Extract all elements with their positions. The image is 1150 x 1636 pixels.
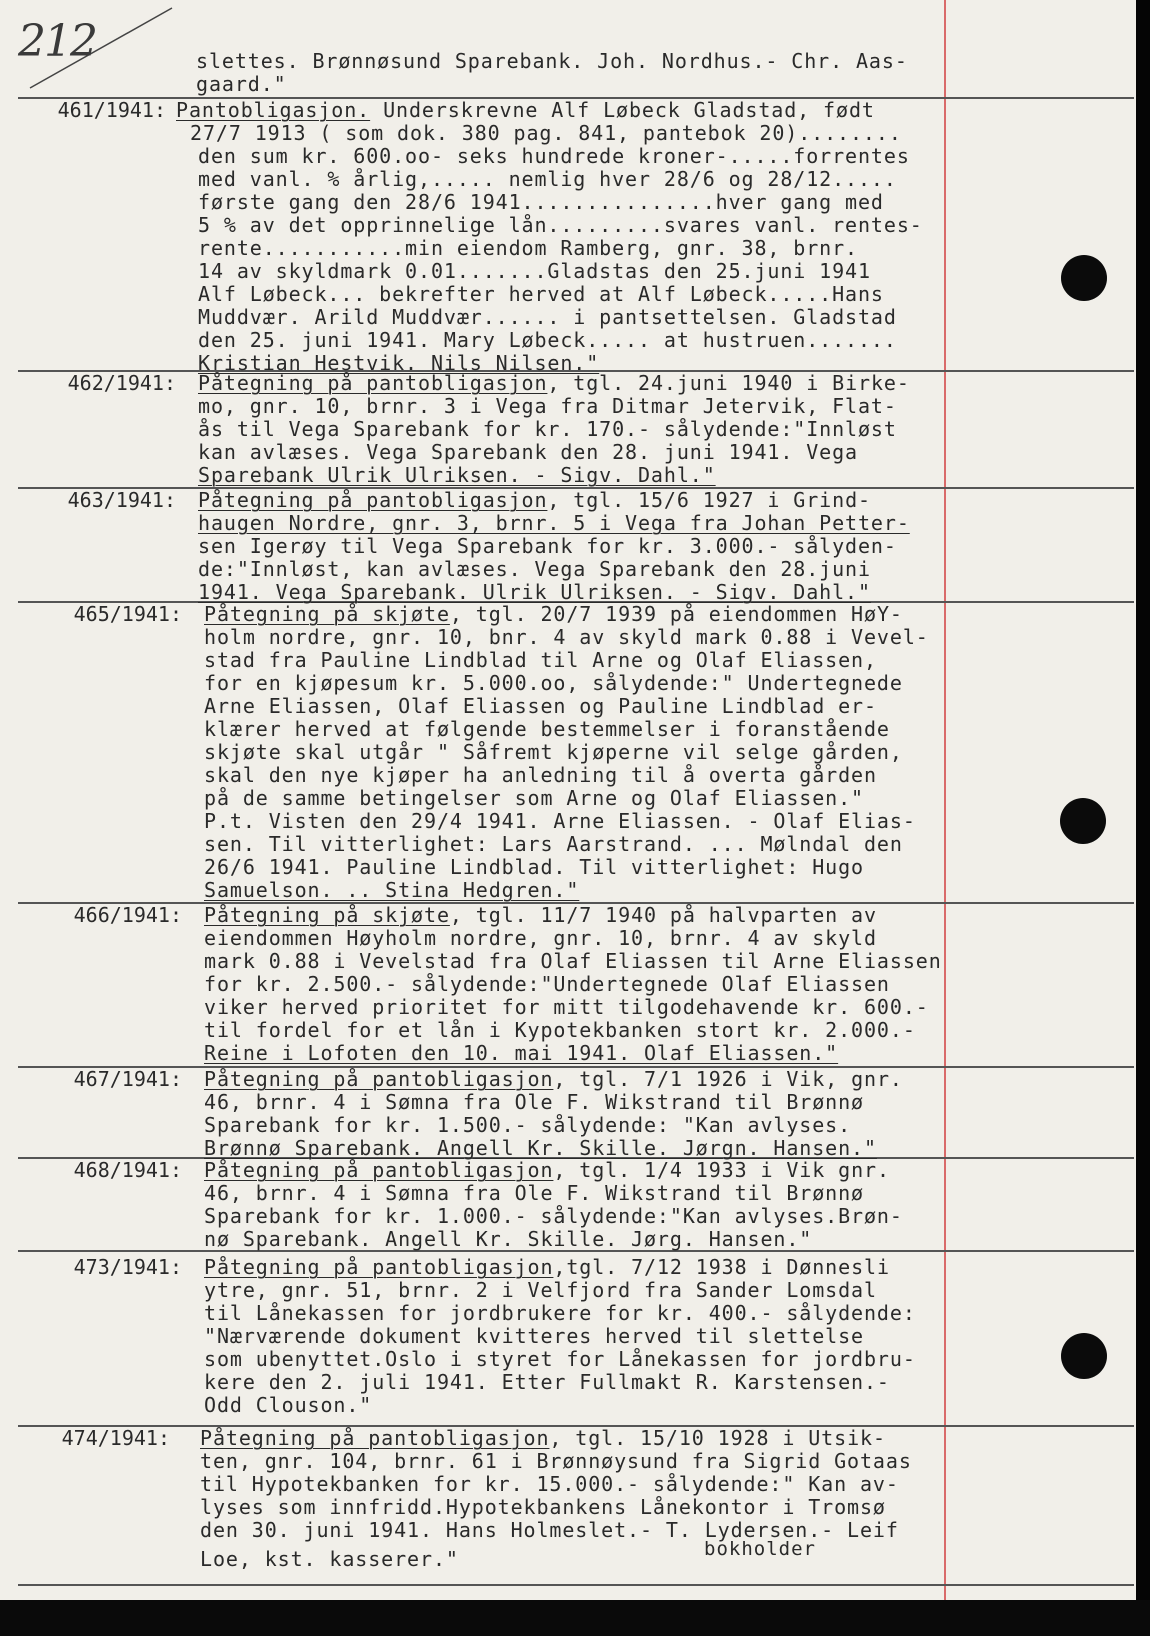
entry-title: Påtegning på pantobligasjon — [204, 1067, 554, 1091]
continuation-line: slettes. Brønnøsund Sparebank. Joh. Nordhus.- Chr. Aas- — [196, 49, 908, 73]
entry-first-line — [204, 1256, 916, 1279]
entry-line: viker herved prioritet for mitt tilgodehavende kr. 600.- — [204, 995, 929, 1019]
entry-first-line-rest: , tgl. 1/4 1933 i Vik gnr. — [553, 1158, 890, 1182]
entry-text — [198, 372, 910, 487]
entry-line: Odd Clouson." — [204, 1393, 373, 1417]
entry-line: kan avlæses. Vega Sparebank den 28. juni 1941. Vega — [198, 440, 858, 464]
entry-line: 27/7 1913 ( som dok. 380 pag. 841, pantebok 20)........ — [190, 121, 902, 145]
entry-text — [204, 1159, 903, 1251]
entry-line: til Lånekassen for jordbrukere for kr. 400.- sålydende: — [204, 1301, 916, 1325]
entry-line: til Hypotekbanken for kr. 15.000.- sålydende:" Kan av- — [200, 1472, 899, 1496]
entry-line: Brønnø Sparebank. Angell Kr. Skille. Jørgn. Hansen." — [204, 1136, 877, 1160]
entry-id: 466/1941: — [73, 903, 182, 927]
entry-first-line — [176, 99, 875, 122]
entry-text — [198, 489, 910, 604]
entry-line: Arne Eliassen, Olaf Eliassen og Pauline Lindblad er- — [204, 694, 877, 718]
entry-first-line — [200, 1427, 912, 1450]
entry-id: 468/1941: — [73, 1158, 182, 1182]
entry-line: 46, brnr. 4 i Sømna fra Ole F. Wikstrand til Brønnø — [204, 1090, 864, 1114]
entry-id: 462/1941: — [67, 371, 176, 395]
entry-id: 467/1941: — [73, 1067, 182, 1091]
entry-line: 1941. Vega Sparebank. Ulrik Ulriksen. - Sigv. Dahl." — [198, 580, 871, 604]
margin-line — [944, 0, 946, 1600]
entry-line: klærer herved at følgende bestemmelser i foranstående — [204, 717, 890, 741]
entry-line: Samuelson. .. Stina Hedgren." — [204, 878, 580, 902]
entry-line: de:"Innløst, kan avlæses. Vega Sparebank den 28.juni — [198, 557, 871, 581]
punch-hole — [1061, 1333, 1107, 1379]
entry-title: Påtegning på pantobligasjon — [198, 371, 548, 395]
entry-line: haugen Nordre, gnr. 3, brnr. 5 i Vega fra Johan Petter- — [198, 511, 910, 535]
entry-line: sen Igerøy til Vega Sparebank for kr. 3.000.- sålyden- — [198, 534, 897, 558]
entry-line: ytre, gnr. 51, brnr. 2 i Velfjord fra Sander Lomsdal — [204, 1278, 877, 1302]
entry-first-line — [198, 372, 910, 395]
entry-line: rente...........min eiendom Ramberg, gnr. 38, brnr. — [198, 236, 858, 260]
entry-line: skjøte skal utgår " Såfremt kjøperne vil selge gården, — [204, 740, 903, 764]
entry-line: ten, gnr. 104, brnr. 61 i Brønnøysund fra Sigrid Gotaas — [200, 1449, 912, 1473]
entry-line: for en kjøpesum kr. 5.000.oo, sålydende:" Undertegnede — [204, 671, 903, 695]
entry-id: 474/1941: — [61, 1426, 170, 1450]
entry-line: den 25. juni 1941. Mary Løbeck..... at hustruen....... — [198, 328, 897, 352]
entry-first-line — [204, 904, 942, 927]
continuation-text — [196, 50, 908, 96]
entry-title: Påtegning på skjøte — [204, 602, 450, 626]
entry-line: den 30. juni 1941. Hans Holmeslet.- T. Lydersen.- Leif — [200, 1518, 899, 1542]
scan-border — [0, 1600, 1150, 1636]
entry-line: 5 % av det opprinnelige lån.........svares vanl. rentes- — [198, 213, 923, 237]
entry-line: Kristian Hestvik. Nils Nilsen." — [198, 351, 600, 375]
entry-line: stad fra Pauline Lindblad til Arne og Olaf Eliassen, — [204, 648, 877, 672]
entry-line: Sparebank for kr. 1.000.- sålydende:"Kan avlyses.Brøn- — [204, 1204, 903, 1228]
entry-line: Reine i Lofoten den 10. mai 1941. Olaf Eliassen." — [204, 1041, 839, 1065]
entry-first-line-rest: , tgl. 7/1 1926 i Vik, gnr. — [553, 1067, 903, 1091]
entry-first-line-rest: Underskrevne Alf Løbeck Gladstad, født — [370, 98, 875, 122]
entry-text — [204, 1068, 903, 1160]
entry-text-body — [190, 122, 923, 375]
entry-line: på de samme betingelser som Arne og Olaf Eliassen." — [204, 786, 864, 810]
punch-hole — [1060, 798, 1106, 844]
entry-line: mo, gnr. 10, brnr. 3 i Vega fra Ditmar Jetervik, Flat- — [198, 394, 897, 418]
entry-first-line-rest: , tgl. 11/7 1940 på halvparten av — [449, 903, 877, 927]
entry-line: den sum kr. 600.oo- seks hundrede kroner-.....forrentes — [198, 144, 910, 168]
entry-title: Pantobligasjon. — [176, 98, 371, 122]
entry-line: som ubenyttet.Oslo i styret for Lånekassen for jordbru- — [204, 1347, 916, 1371]
entry-text — [204, 904, 942, 1065]
continuation-line: gaard." — [196, 72, 287, 96]
entry-line: holm nordre, gnr. 10, bnr. 4 av skyld mark 0.88 i Vevel- — [204, 625, 929, 649]
entry-line: sen. Til vitterlighet: Lars Aarstrand. ... Mølndal den — [204, 832, 903, 856]
entry-line: kere den 2. juli 1941. Etter Fullmakt R. Karstensen.- — [204, 1370, 890, 1394]
annotation-bokholder: bokholder — [704, 1538, 816, 1560]
entry-line: skal den nye kjøper ha anledning til å overta gården — [204, 763, 877, 787]
entry-first-line — [204, 1068, 903, 1091]
entry-line: mark 0.88 i Vevelstad fra Olaf Eliassen til Arne Eliassen — [204, 949, 942, 973]
entry-id: 473/1941: — [73, 1255, 182, 1279]
entry-text — [204, 1256, 916, 1417]
entry-line: 14 av skyldmark 0.01.......Gladstas den 25.juni 1941 — [198, 259, 871, 283]
entry-id: 461/1941: — [57, 98, 166, 122]
entry-line: P.t. Visten den 29/4 1941. Arne Eliassen. - Olaf Elias- — [204, 809, 916, 833]
entry-title: Påtegning på pantobligasjon — [204, 1255, 554, 1279]
entry-line: Loe, kst. kasserer." — [200, 1547, 459, 1571]
entry-line: 46, brnr. 4 i Sømna fra Ole F. Wikstrand til Brønnø — [204, 1181, 864, 1205]
entry-line: lyses som innfridd.Hypotekbankens Lånekontor i Tromsø — [200, 1495, 886, 1519]
entry-first-line — [204, 603, 929, 626]
entry-line: ås til Vega Sparebank for kr. 170.- sålydende:"Innløst — [198, 417, 897, 441]
entry-id: 465/1941: — [73, 602, 182, 626]
entry-line: første gang den 28/6 1941...............hver gang med — [198, 190, 884, 214]
entry-title: Påtegning på pantobligasjon — [200, 1426, 550, 1450]
punch-hole — [1061, 255, 1107, 301]
page-number: 212 — [18, 16, 96, 67]
entry-line: eiendommen Høyholm nordre, gnr. 10, brnr. 4 av skyld — [204, 926, 877, 950]
entry-line: nø Sparebank. Angell Kr. Skille. Jørg. Hansen." — [204, 1227, 813, 1251]
entry-id: 463/1941: — [67, 488, 176, 512]
entry-first-line — [198, 489, 910, 512]
entry-text — [176, 99, 875, 122]
entry-first-line-rest: , tgl. 15/6 1927 i Grind- — [547, 488, 871, 512]
entry-line: Alf Løbeck... bekrefter herved at Alf Løbeck.....Hans — [198, 282, 884, 306]
entry-first-line-rest: , tgl. 15/10 1928 i Utsik- — [549, 1426, 886, 1450]
entry-title: Påtegning på pantobligasjon — [204, 1158, 554, 1182]
entry-title: Påtegning på skjøte — [204, 903, 450, 927]
separator-rule — [18, 1584, 1134, 1586]
entry-first-line — [204, 1159, 903, 1182]
entry-line: Sparebank for kr. 1.500.- sålydende: "Kan avlyses. — [204, 1113, 852, 1137]
entry-first-line-rest: , tgl. 24.juni 1940 i Birke- — [547, 371, 910, 395]
entry-first-line-rest: , tgl. 20/7 1939 på eiendommen HøY- — [449, 602, 903, 626]
entry-line: med vanl. % årlig,..... nemlig hver 28/6 og 28/12..... — [198, 167, 897, 191]
entry-line: 26/6 1941. Pauline Lindblad. Til vitterlighet: Hugo — [204, 855, 864, 879]
entry-line: "Nærværende dokument kvitteres herved til slettelse — [204, 1324, 864, 1348]
entry-line: til fordel for et lån i Kypotekbanken stort kr. 2.000.- — [204, 1018, 916, 1042]
entry-first-line-rest: ,tgl. 7/12 1938 i Dønnesli — [553, 1255, 890, 1279]
entry-line: Muddvær. Arild Muddvær...... i pantsettelsen. Gladstad — [198, 305, 897, 329]
entry-line: for kr. 2.500.- sålydende:"Undertegnede Olaf Eliassen — [204, 972, 890, 996]
entry-text — [204, 603, 929, 902]
entry-line: Sparebank Ulrik Ulriksen. - Sigv. Dahl." — [198, 463, 716, 487]
entry-title: Påtegning på pantobligasjon — [198, 488, 548, 512]
